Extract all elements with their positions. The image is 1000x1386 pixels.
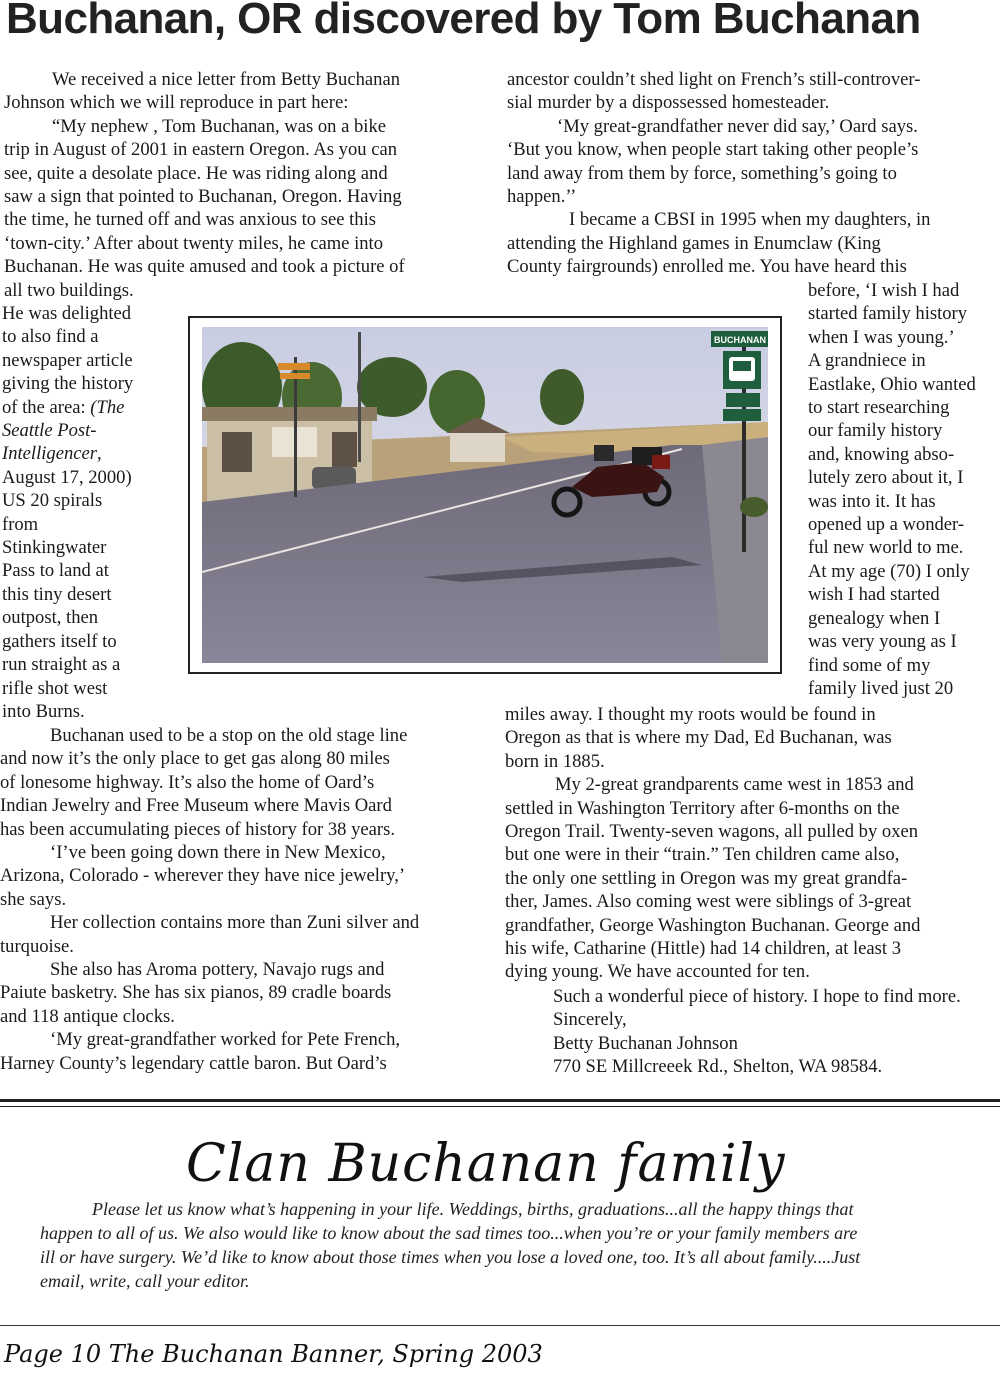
text-line: A grandniece in bbox=[808, 350, 926, 372]
text-line: Oregon as that is where my Dad, Ed Buchanan, was bbox=[505, 727, 892, 749]
text-line: trip in August of 2001 in eastern Oregon. As you can bbox=[4, 139, 397, 161]
text-line: Sincerely, bbox=[553, 1009, 627, 1031]
text-line: the only one settling in Oregon was my great grandfa- bbox=[505, 867, 908, 889]
text-line: ‘My great-grandfather worked for Pete French, bbox=[50, 1029, 401, 1051]
text-line: ful new world to me. bbox=[808, 537, 964, 559]
text-line bbox=[2, 442, 182, 465]
text-fragment: of the area: bbox=[2, 396, 91, 418]
text-line: before, ‘I wish I had bbox=[808, 280, 960, 301]
text-line: “My nephew , Tom Buchanan, was on a bike bbox=[52, 115, 386, 137]
text-line: and now it’s the only place to get gas along 80 miles bbox=[0, 748, 390, 770]
text-line: newspaper article bbox=[2, 349, 133, 371]
text-line: gathers itself to bbox=[2, 630, 117, 652]
text-line: Betty Buchanan Johnson bbox=[553, 1032, 738, 1054]
section-divider bbox=[0, 1099, 1000, 1102]
section-divider-thin bbox=[0, 1106, 1000, 1107]
text-line: ancestor couldn’t shed light on French’s still-controver- bbox=[507, 69, 921, 90]
text-line: and, knowing abso- bbox=[808, 443, 955, 465]
text-line: was very young as I bbox=[808, 631, 957, 653]
text-line: ther, James. Also coming west were siblings of 3-great bbox=[505, 891, 912, 913]
text-line: We received a nice letter from Betty Buchanan bbox=[52, 69, 401, 90]
text-line: genealogy when I bbox=[808, 607, 941, 629]
text-line: and 118 antique clocks. bbox=[0, 1005, 175, 1027]
text-line: started family history bbox=[808, 303, 968, 325]
text-line: wish I had started bbox=[808, 584, 940, 606]
text-line: miles away. I thought my roots would be found in bbox=[505, 704, 876, 725]
text-line: Eastlake, Ohio wanted bbox=[808, 373, 976, 395]
photo-frame bbox=[188, 316, 782, 674]
right-column-top bbox=[507, 68, 1000, 279]
text-line: ill or have surgery. We’d like to know about those times when you lose a loved one, too. It’s all about family....Just bbox=[40, 1247, 861, 1267]
text-line: see, quite a desolate place. He was riding along and bbox=[4, 162, 388, 184]
text-line: Indian Jewelry and Free Museum where Mavis Oard bbox=[0, 795, 392, 817]
text-line: find some of my bbox=[808, 654, 931, 676]
text-line: outpost, then bbox=[2, 607, 99, 629]
text-line: rifle shot west bbox=[2, 677, 108, 699]
text-line: He was delighted bbox=[2, 303, 132, 324]
text-line: Harney County’s legendary cattle baron. But Oard’s bbox=[0, 1052, 387, 1074]
text-line: Buchanan used to be a stop on the old stage line bbox=[50, 725, 408, 746]
page-headline: Buchanan, OR discovered by Tom Buchanan bbox=[6, 0, 921, 43]
text-line: Such a wonderful piece of history. I hope to find more. bbox=[553, 986, 961, 1007]
text-line: My 2-great grandparents came west in 1853 and bbox=[555, 774, 914, 796]
text-line: At my age (70) I only bbox=[808, 560, 970, 582]
text-line: settled in Washington Territory after 6-months on the bbox=[505, 797, 900, 819]
text-line: grandfather, George Washington Buchanan. George and bbox=[505, 914, 921, 936]
text-line: has been accumulating pieces of history for 38 years. bbox=[0, 818, 395, 840]
text-line: Johnson which we will reproduce in part here: bbox=[4, 92, 349, 114]
family-section-body bbox=[40, 1197, 1000, 1293]
text-line: She also has Aroma pottery, Navajo rugs and bbox=[50, 959, 385, 981]
text-line: 770 SE Millcreeek Rd., Shelton, WA 98584. bbox=[553, 1056, 883, 1078]
text-line: Stinkingwater bbox=[2, 537, 107, 559]
text-line: she says. bbox=[0, 888, 67, 910]
text-line: County fairgrounds) enrolled me. You have heard this bbox=[507, 256, 907, 278]
text-fragment: , bbox=[97, 443, 102, 465]
text-line: Oregon Trail. Twenty-seven wagons, all pulled by oxen bbox=[505, 821, 919, 843]
text-line: sial murder by a dispossessed homesteader. bbox=[507, 92, 830, 114]
text-line: Pass to land at bbox=[2, 560, 109, 582]
text-line: the time, he turned off and was anxious to see this bbox=[4, 209, 376, 231]
newspaper-name: (The bbox=[90, 396, 125, 418]
text-line: into Burns. bbox=[2, 700, 85, 722]
text-line: email, write, call your editor. bbox=[40, 1271, 250, 1291]
text-line: happen to all of us. We also would like to know about the sad times too...when you’re or your family members are bbox=[40, 1223, 858, 1243]
family-section-title: Clan Buchanan family bbox=[186, 1134, 786, 1194]
text-line bbox=[2, 396, 182, 419]
text-line: family lived just 20 bbox=[808, 677, 954, 699]
left-column-top bbox=[4, 68, 484, 302]
left-wrap-column bbox=[2, 302, 182, 723]
text-line: Her collection contains more than Zuni silver and bbox=[50, 912, 420, 934]
text-line: but one were in their “train.” Ten children came also, bbox=[505, 844, 900, 866]
text-line: turquoise. bbox=[0, 935, 74, 957]
road-photo bbox=[202, 327, 768, 663]
text-line: ‘My great-grandfather never did say,’ Oard says. bbox=[557, 115, 918, 137]
left-column-bottom bbox=[0, 724, 490, 1075]
right-column-bottom bbox=[505, 703, 1000, 984]
text-line: ‘But you know, when people start taking other people’s bbox=[507, 139, 919, 161]
text-line: to also find a bbox=[2, 326, 99, 348]
page-footer: Page 10 The Buchanan Banner, Spring 2003 bbox=[4, 1340, 543, 1368]
newspaper-name: Intelligencer bbox=[2, 443, 97, 465]
text-line: US 20 spirals bbox=[2, 490, 103, 512]
text-line: to start researching bbox=[808, 397, 950, 419]
right-wrap-column bbox=[808, 279, 1000, 700]
text-line: from bbox=[2, 513, 39, 535]
text-line: I became a CBSI in 1995 when my daughters, in bbox=[569, 209, 931, 231]
text-line: when I was young.’ bbox=[808, 326, 955, 348]
text-line: all two buildings. bbox=[4, 279, 134, 301]
text-line: giving the history bbox=[2, 373, 134, 395]
newspaper-name: Seattle Post- bbox=[2, 420, 97, 442]
text-line: run straight as a bbox=[2, 654, 121, 676]
text-line: this tiny desert bbox=[2, 583, 112, 605]
text-line: dying young. We have accounted for ten. bbox=[505, 961, 810, 983]
text-line: his wife, Catharine (Hittle) had 14 children, at least 3 bbox=[505, 938, 902, 960]
text-line: opened up a wonder- bbox=[808, 514, 965, 536]
text-line bbox=[2, 419, 182, 442]
text-line: happen.’’ bbox=[507, 186, 577, 208]
text-line: August 17, 2000) bbox=[2, 466, 132, 488]
text-line: saw a sign that pointed to Buchanan, Oregon. Having bbox=[4, 186, 402, 208]
photo-sign-text: BUCHANAN bbox=[714, 335, 766, 345]
text-line: ‘town-city.’ After about twenty miles, he came into bbox=[4, 232, 383, 254]
text-line: of lonesome highway. It’s also the home of Oard’s bbox=[0, 771, 375, 793]
text-line: Please let us know what’s happening in your life. Weddings, births, graduations...all the happy things that bbox=[92, 1199, 854, 1219]
text-line: land away from them by force, something’s going to bbox=[507, 162, 897, 184]
text-line: Buchanan. He was quite amused and took a picture of bbox=[4, 256, 405, 278]
road-photo-illustration bbox=[202, 327, 768, 663]
text-line: attending the Highland games in Enumclaw (King bbox=[507, 232, 881, 254]
text-line: Arizona, Colorado - wherever they have nice jewelry,’ bbox=[0, 865, 406, 887]
text-line: Paiute basketry. She has six pianos, 89 cradle boards bbox=[0, 982, 392, 1004]
footer-divider bbox=[0, 1325, 1000, 1326]
text-line: was into it. It has bbox=[808, 490, 936, 512]
text-line: our family history bbox=[808, 420, 943, 442]
text-line: ‘I’ve been going down there in New Mexico, bbox=[50, 842, 386, 864]
letter-signature bbox=[553, 985, 1000, 1079]
text-line: born in 1885. bbox=[505, 750, 605, 772]
text-line: lutely zero about it, I bbox=[808, 467, 964, 489]
